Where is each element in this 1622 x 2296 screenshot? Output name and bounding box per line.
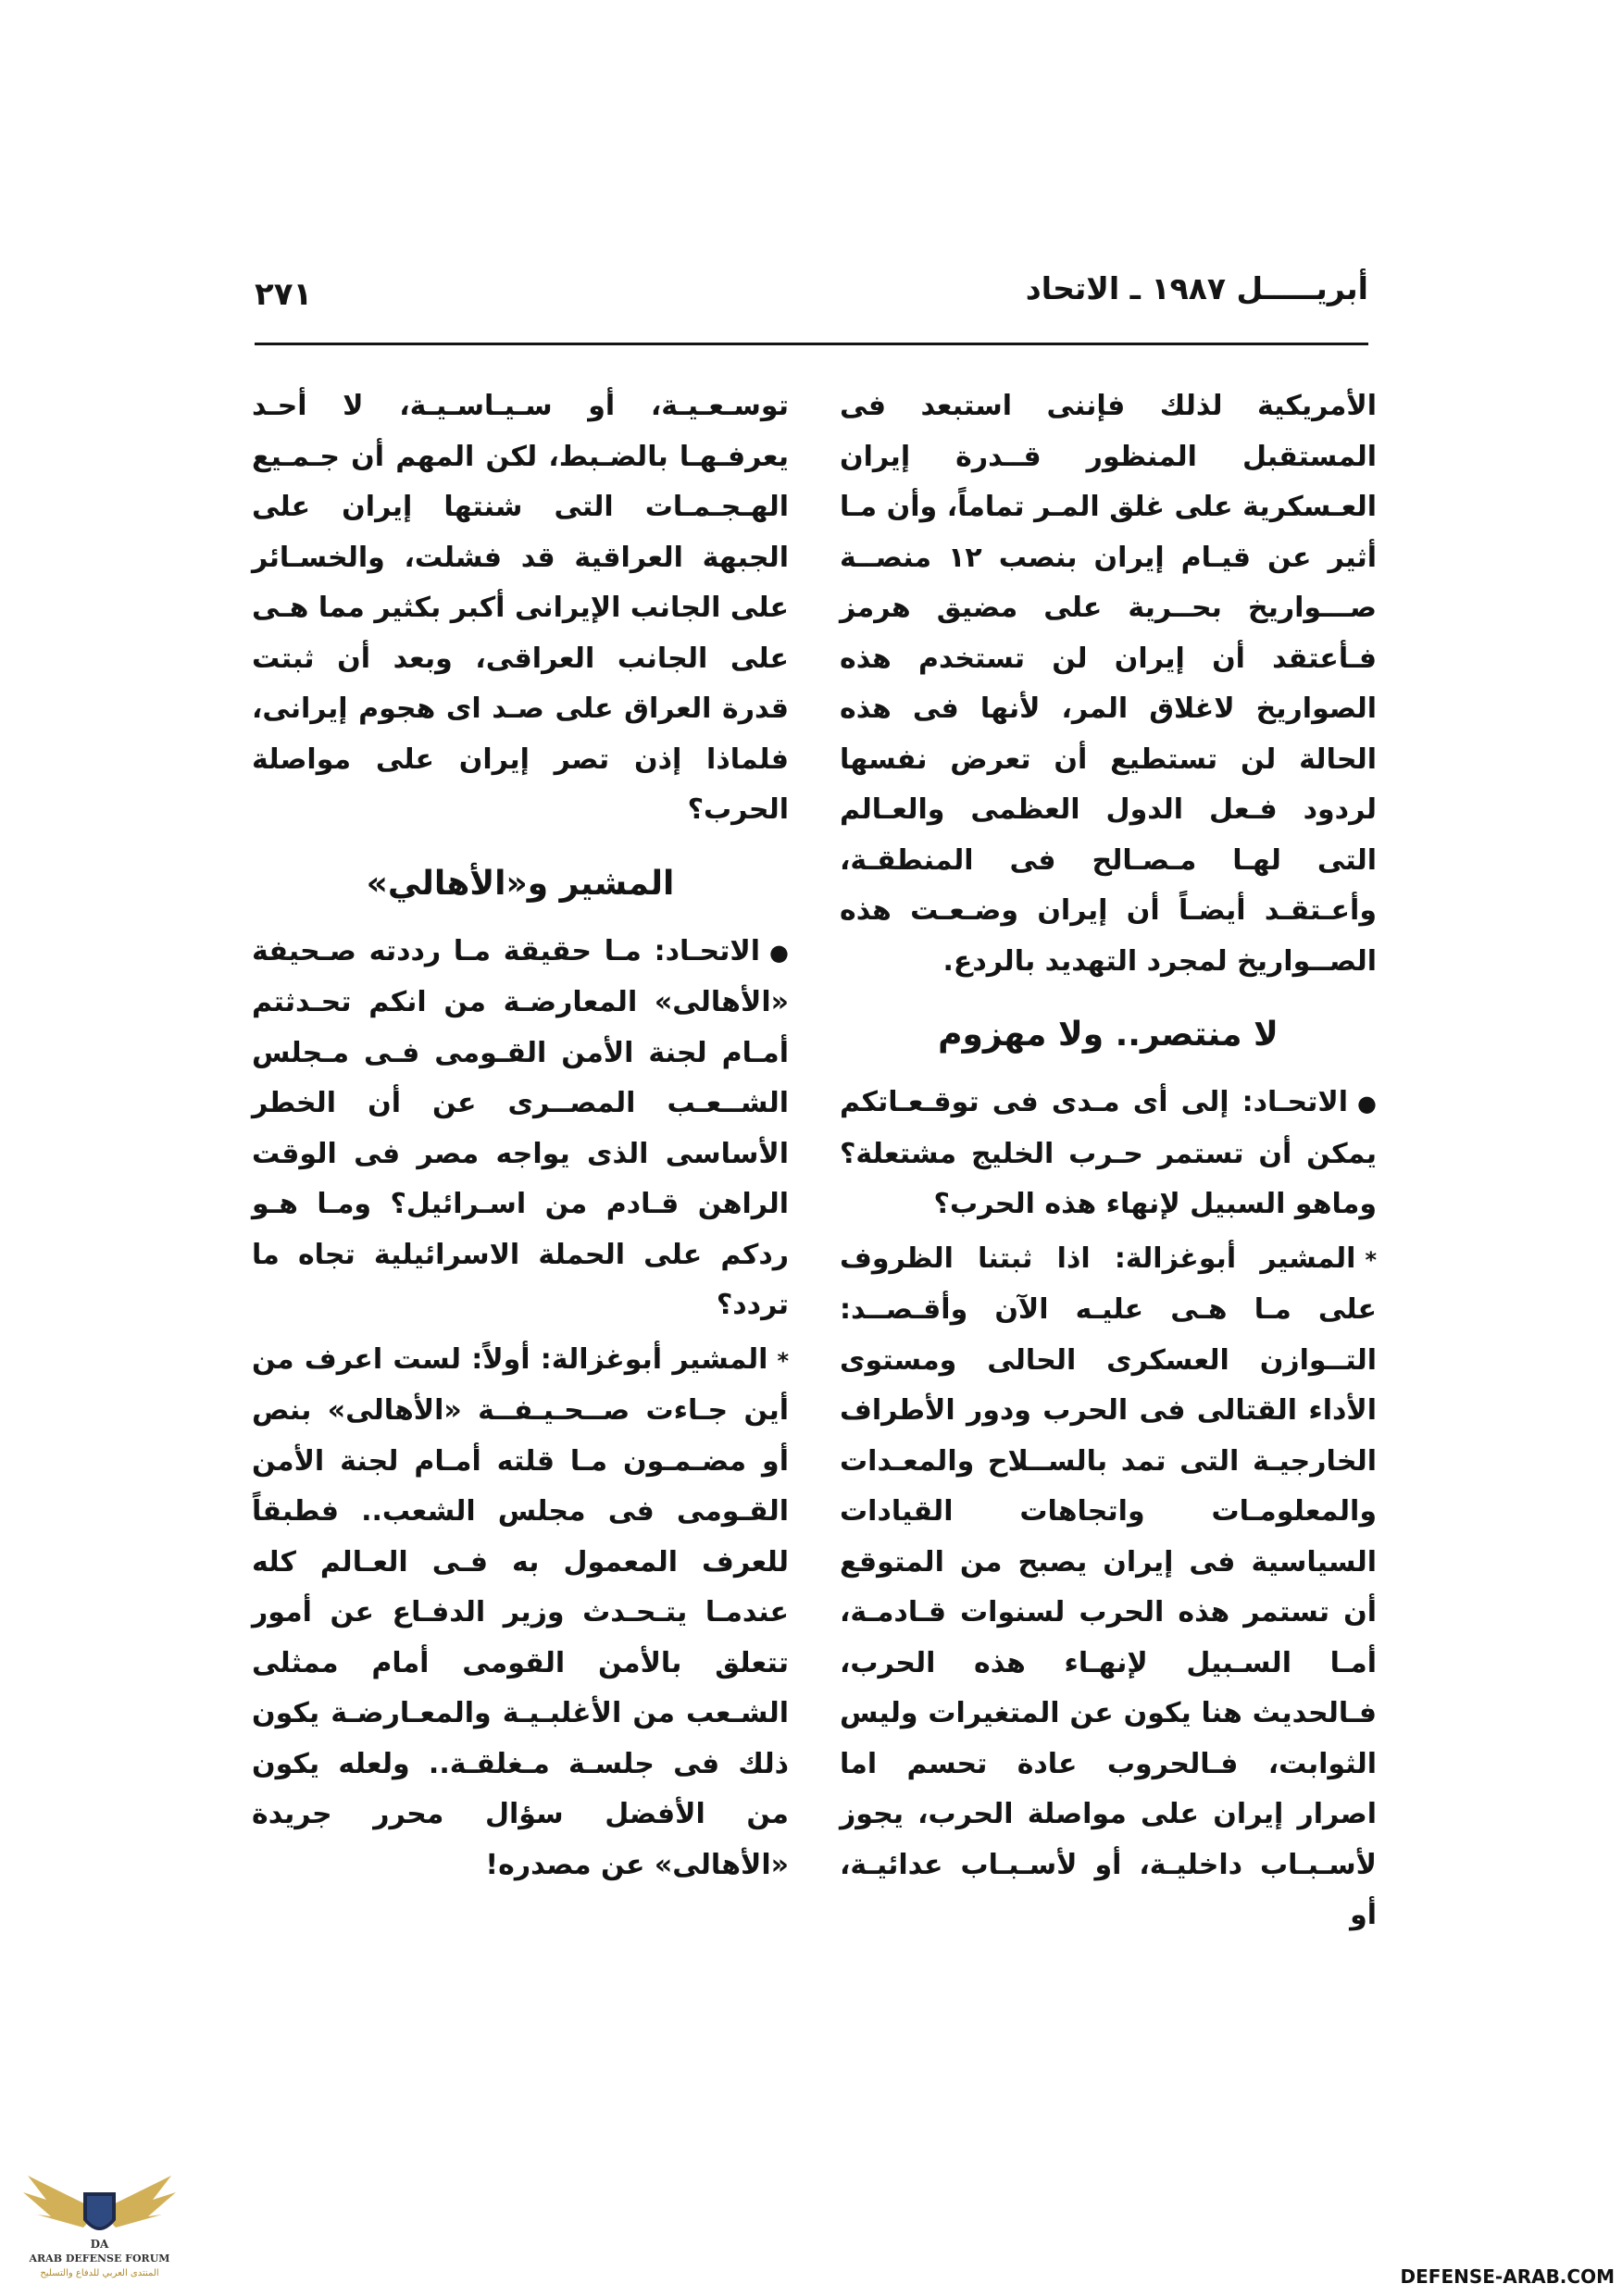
- left-question: [252, 927, 789, 1331]
- page-number: ٢٧١: [255, 276, 313, 313]
- header-title: أبريـــــل ١٩٨٧ ـ الاتحاد: [1025, 270, 1368, 306]
- right-answer-text: المشير أبوغزالة: اذا ثبتنا الظروف على مـا هـى عليـه الآن وأقـصــد: التــوازن العسكرى الحالى ومستوى الأداء القتالى فى الحرب ودور الأطراف الخارجيـة التى تمد بالســلاح والمعـدات والمعلومـات واتجاهات القيادات السياسية فى إيران يصبح من المتوقع أن تستمر هذه الحرب لسنوات قـادمـة، أمـا السـبيل لإنهـاء هذه الحرب، فـالحديث هنا يكون عن المتغيرات وليس الثوابت، فـالحروب عادة تحسم اما اصرار إيران على مواصلة الحرب، يجوز لأسـبـاب داخليـة، أو لأسـبـاب عدائيـة، أو: [840, 1242, 1377, 1931]
- asterisk-icon: *: [1365, 1246, 1377, 1273]
- right-section-heading: لا منتصر.. ولا مهزوم: [938, 1016, 1279, 1054]
- left-section-heading: المشير و«الأهالي»: [366, 864, 675, 903]
- forum-logo: [19, 2155, 181, 2287]
- right-question: [840, 1078, 1377, 1230]
- left-question-text: الاتحـاد: مـا حقيقة مـا رددته صـحيفة «الأهالى» المعارضـة من انكم تحـدثتم أمـام لجنة الأمن القـومى فـى مـجلس الشــعـب المصــرى عن أن الخطر الأساسى الذى يواجه مصر فى الوقت الراهن قـادم من اسـرائيل؟ ومـا هـو ردكم على الحملة الاسرائيلية تجاه ما تردد؟: [252, 934, 789, 1321]
- bullet-icon: ●: [1357, 1091, 1377, 1117]
- left-paragraph-intro: توسـعـيـة، أو سـيـاسـيـة، لا أحـد يعرفـهـا بالضـبط، لكن المهم أن جـمـيع الهـجـمـات التى شنتها إيران على الجبهة العراقية قد فشلت، والخسـائر على الجانب الإيرانى أكبر بكثير مما هـى على الجانب العراقى، وبعد أن ثبتت قدرة العراق على صـد اى هجوم إيرانى، فلماذا إذن تصر إيران على مواصلة الحرب؟: [252, 390, 789, 826]
- logo-title: ARAB DEFENSE FORUM: [29, 2252, 170, 2265]
- logo-subtitle: المنتدى العربي للدفاع والتسليح: [40, 2268, 159, 2278]
- right-paragraph-intro: الأمريكية لذلك فإننى استبعد فى المستقبل المنظور قــدرة إيران العـسكرية على غلق المـر تماماً، وأن مـا أثير عن قيـام إيران بنصب ١٢ منصــة صـــواريخ بحــرية على مضيق هرمز فـأعتقد أن إيران لن تستخدم هذه الصواريخ لاغلاق المر، لأنها فى هذه الحالة لن تستطيع أن تعرض نفسها لردود فـعل الدول العظمى والعـالم التى لهـا مـصـالح فى المنطقـة، وأعـتقـد أيضـاً أن إيران وضـعـت هذه الصــواريخ لمجرد التهديد بالردع.: [840, 390, 1377, 978]
- running-header: [255, 270, 1368, 344]
- right-column: [840, 381, 1377, 1945]
- logo-badge-text: DA: [90, 2238, 109, 2251]
- eagle-shield-icon: [19, 2155, 181, 2252]
- right-answer: [840, 1234, 1377, 1941]
- right-question-text: الاتحـاد: إلى أى مـدى فى توقـعـاتكم يمكن أن تستمر حـرب الخليج مشتعلة؟ وماهو السبيل لإنهاء هذه الحرب؟: [840, 1086, 1377, 1220]
- site-watermark: DEFENSE-ARAB.COM: [1400, 2265, 1615, 2288]
- left-answer: [252, 1335, 789, 1891]
- left-answer-text: المشير أبوغزالة: أولاً: لست اعرف من أين جـاءت صــحـيـفــة «الأهالى» بنص أو مضـمـون مـا قلته أمـام لجنة الأمن القـومى فى مجلس الشعب.. فطبقاً للعرف المعمول به فـى العـالم كله عندمـا يتـحـدث وزير الدفـاع عن أمور تتعلق بالأمن القومى أمام ممثلى الشـعب من الأغلبـيـة والمعـارضـة يكون ذلك فى جلسـة مـغلقـة.. ولعله يكون من الأفضل سؤال محرر جريدة «الأهالى» عن مصدره!: [252, 1342, 789, 1881]
- left-column: [252, 381, 789, 1894]
- asterisk-icon: *: [777, 1347, 789, 1374]
- header-rule: [255, 343, 1368, 345]
- bullet-icon: ●: [769, 939, 789, 966]
